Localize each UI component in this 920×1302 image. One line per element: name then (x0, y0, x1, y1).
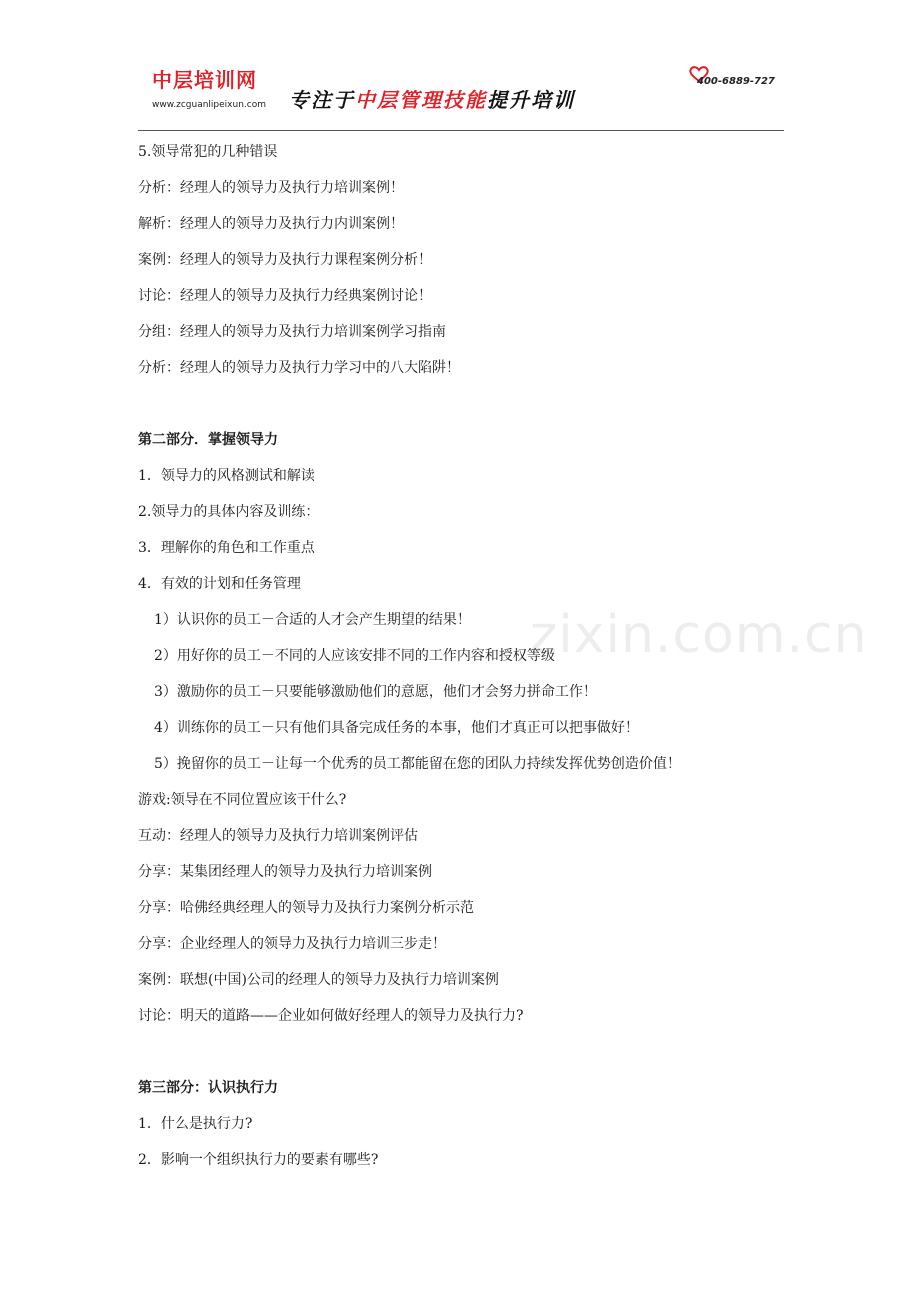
list-item: 2．影响一个组织执行力的要素有哪些? (138, 1152, 379, 1168)
section-heading: 第三部分：认识执行力 (138, 1080, 278, 1096)
site-logo[interactable]: 中层培训网 (152, 68, 257, 92)
list-item: 分组：经理人的领导力及执行力培训案例学习指南 (138, 324, 446, 340)
list-item: 分享：某集团经理人的领导力及执行力培训案例 (138, 864, 432, 880)
list-item: 分析：经理人的领导力及执行力培训案例！ (138, 180, 404, 196)
sub-list-item: 1）认识你的员工－合适的人才会产生期望的结果！ (154, 612, 471, 628)
list-item: 解析：经理人的领导力及执行力内训案例！ (138, 216, 404, 232)
phone-badge (686, 66, 776, 96)
list-item: 分享：企业经理人的领导力及执行力培训三步走！ (138, 936, 446, 952)
section-heading: 第二部分．掌握领导力 (138, 432, 278, 448)
list-item: 5.领导常犯的几种错误 (138, 144, 278, 160)
list-item: 案例：联想(中国)公司的经理人的领导力及执行力培训案例 (138, 972, 499, 988)
slogan-prefix: 专注于 (289, 88, 355, 112)
slogan (289, 84, 575, 113)
site-url[interactable]: www.zcguanlipeixun.com (152, 100, 266, 110)
list-item: 游戏:领导在不同位置应该干什么? (138, 792, 347, 808)
list-item: 讨论：经理人的领导力及执行力经典案例讨论！ (138, 288, 432, 304)
list-item: 分享：哈佛经典经理人的领导力及执行力案例分析示范 (138, 900, 474, 916)
page-header (0, 0, 920, 135)
list-item: 互动：经理人的领导力及执行力培训案例评估 (138, 828, 418, 844)
sub-list-item: 3）激励你的员工－只要能够激励他们的意愿，他们才会努力拼命工作！ (154, 684, 597, 700)
sub-list-item: 2）用好你的员工－不同的人应该安排不同的工作内容和授权等级 (154, 648, 555, 664)
slogan-highlight: 中层管理技能 (355, 88, 487, 112)
watermark: zixin.com.cn (530, 605, 868, 665)
list-item: 讨论：明天的道路——企业如何做好经理人的领导力及执行力? (138, 1008, 524, 1024)
list-item: 1．什么是执行力? (138, 1116, 253, 1132)
sub-list-item: 4）训练你的员工－只有他们具备完成任务的本事，他们才真正可以把事做好！ (154, 720, 639, 736)
phone-number: 400-6889-727 (697, 76, 775, 87)
list-item: 1．领导力的风格测试和解读 (138, 468, 315, 484)
list-item: 4．有效的计划和任务管理 (138, 576, 301, 592)
sub-list-item: 5）挽留你的员工－让每一个优秀的员工都能留在您的团队力持续发挥优势创造价值！ (154, 756, 681, 772)
slogan-suffix: 提升培训 (487, 88, 575, 112)
list-item: 案例：经理人的领导力及执行力课程案例分析！ (138, 252, 432, 268)
header-divider (138, 130, 784, 131)
list-item: 2.领导力的具体内容及训练： (138, 504, 320, 520)
list-item: 分析：经理人的领导力及执行力学习中的八大陷阱！ (138, 360, 460, 376)
list-item: 3．理解你的角色和工作重点 (138, 540, 315, 556)
